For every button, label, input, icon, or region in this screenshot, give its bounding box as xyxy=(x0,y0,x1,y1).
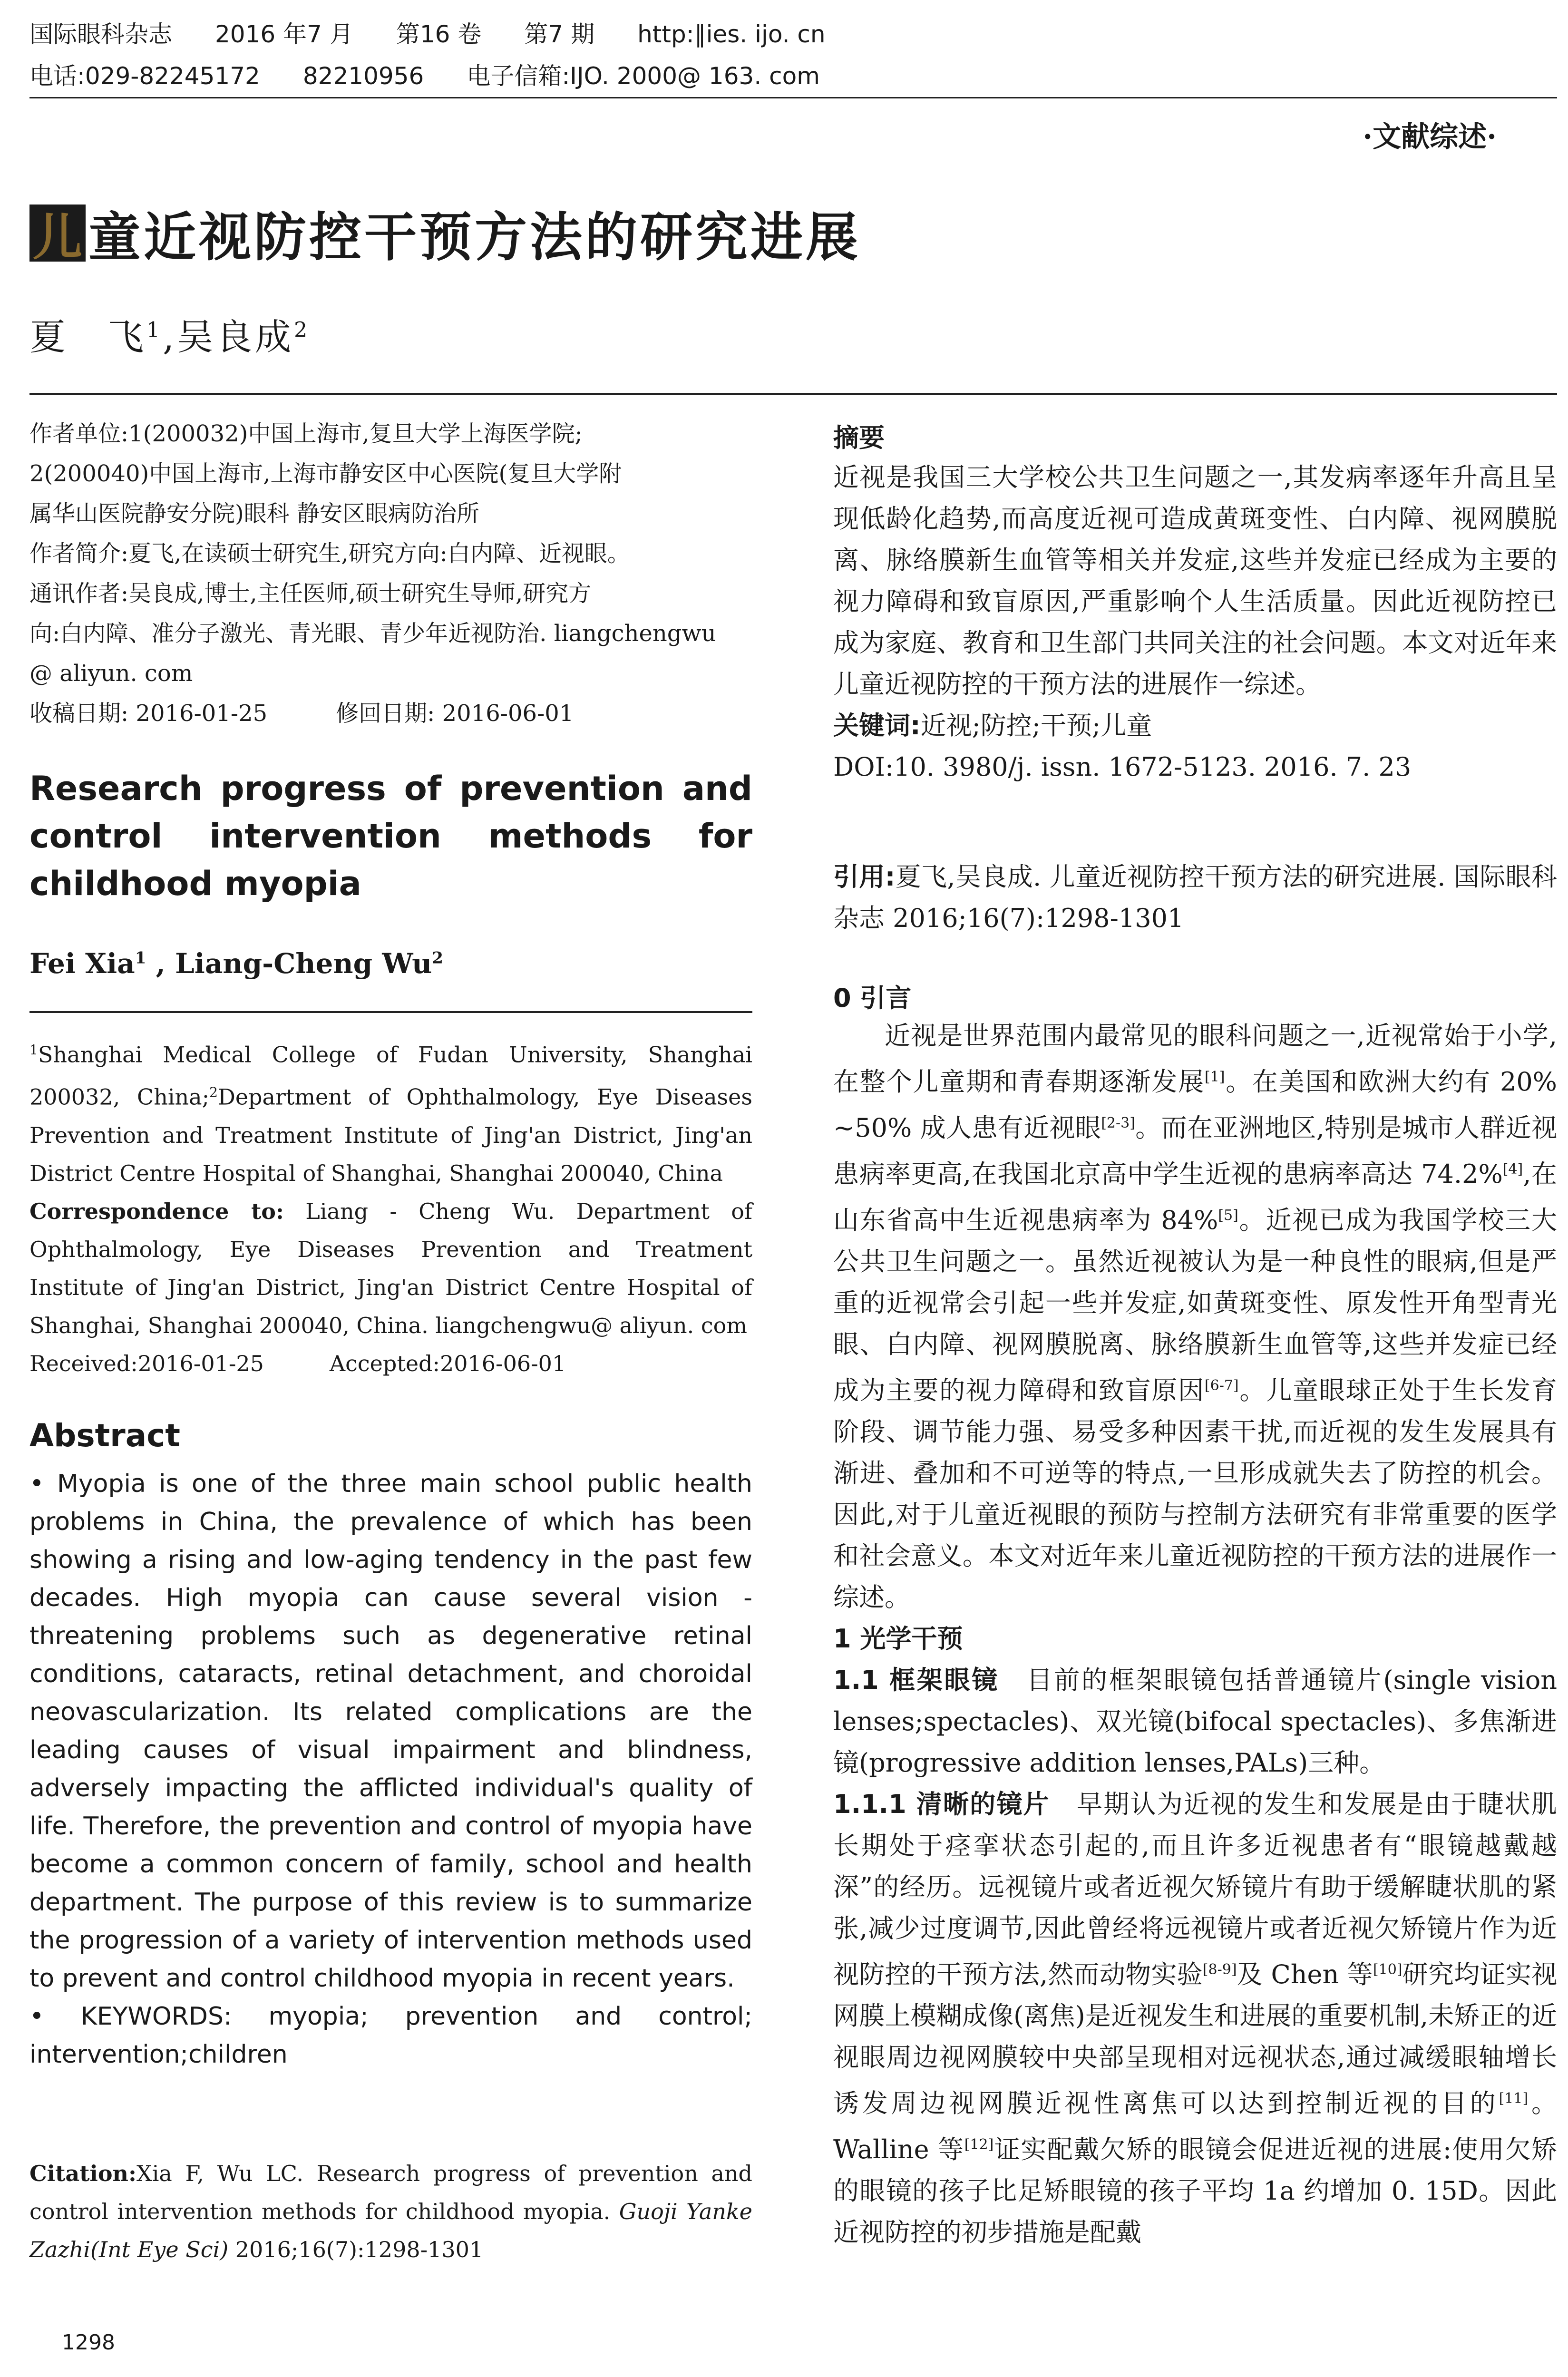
citation-en xyxy=(29,2154,752,2269)
info-line: 收稿日期: 2016-01-25 修回日期: 2016-06-01 xyxy=(29,700,574,727)
citation-cn xyxy=(833,856,1557,939)
volume: 第16 卷 xyxy=(396,20,482,48)
aff-sup-2: 2 xyxy=(209,1084,218,1101)
section-1-1-heading: 1.1 框架眼镜 xyxy=(833,1665,999,1695)
en-author-sep: , xyxy=(146,947,175,980)
citation-cn-text: 夏飞,吴良成. 儿童近视防控干预方法的研究进展. 国际眼科杂志 2016;16(7):1298-1301 xyxy=(833,862,1557,933)
author-sep: , xyxy=(163,316,177,358)
intro-text-f: 。儿童眼球正处于生长发育阶段、调节能力强、易受多种因素干扰,而近视的发生发展具有渐进、叠加和不可逆等的特点,一旦形成就失去了防控的机会。因此,对于儿童近视眼的预防与控制方法研究有非常重要的医学和社会意义。本文对近年来儿童近视防控的干预方法的进展作一综述。 xyxy=(833,1375,1558,1612)
doi[interactable]: DOI:10. 3980/j. issn. 1672-5123. 2016. 7. 23 xyxy=(833,752,1412,782)
intro-paragraph xyxy=(833,1015,1557,1618)
citation-tail: 2016;16(7):1298-1301 xyxy=(228,2237,484,2262)
info-line: 2(200040)中国上海市,上海市静安区中心医院(复旦大学附 xyxy=(29,460,622,487)
issue: 第7 期 xyxy=(524,20,595,48)
abstract-cn-block xyxy=(833,457,1557,788)
info-line: 作者单位:1(200032)中国上海市,复旦大学上海医学院; xyxy=(29,420,583,447)
email[interactable]: 电子信箱:IJO. 2000@ 163. com xyxy=(467,62,820,90)
section-1-1-1 xyxy=(833,1783,1557,2253)
en-author-2-sup: 2 xyxy=(432,948,443,968)
aff-1: Shanghai Medical College of Fudan University, Shanghai 200032, China; xyxy=(29,1042,752,1110)
english-title: Research progress of prevention and control intervention methods for childhood myopia xyxy=(29,769,752,903)
section-1-1-text: 目前的框架眼镜包括普通镜片(single vision lenses;spectacles)、双光镜(bifocal spectacles)、多焦渐进镜(progressive addition lenses,PALs)三种。 xyxy=(833,1665,1557,1778)
info-line: 通讯作者:吴良成,博士,主任医师,硕士研究生导师,研究方 xyxy=(29,580,592,607)
phone2: 82210956 xyxy=(302,62,424,90)
section-1-heading: 1 光学干预 xyxy=(833,1624,963,1654)
ref-marker[interactable]: [10] xyxy=(1373,1961,1402,1978)
section-1-1 xyxy=(833,1659,1557,1783)
keywords-cn-label: 关键词: xyxy=(833,711,921,740)
keywords-cn xyxy=(833,705,1557,746)
section-tag: ·文献综述· xyxy=(1363,120,1497,154)
ref-marker[interactable]: [5] xyxy=(1218,1207,1238,1224)
info-line: 向:白内障、准分子激光、青光眼、青少年近视防治. liangchengwu xyxy=(29,620,716,647)
author-1-cn: 夏 飞 xyxy=(29,316,146,358)
abstract-heading: Abstract xyxy=(29,1417,180,1454)
english-authors xyxy=(29,947,752,980)
author-1-sup: 1 xyxy=(146,318,163,342)
abstract-cn-text: 近视是我国三大学校公共卫生问题之一,其发病率逐年升高且呈现低龄化趋势,而高度近视可造成黄斑变性、白内障、视网膜脱离、脉络膜新生血管等相关并发症,这些并发症已经成为主要的视力障碍和致盲原因,严重影响个人生活质量。因此近视防控已成为家庭、教育和卫生部门共同关注的社会问题。本文对近年来儿童近视防控的干预方法的进展作一综述。 xyxy=(833,462,1557,699)
intro-text-c: 。而在亚洲地区,特别是城市人群近视患病率更高,在我国北京高中学生近视的患病率高达 74.2% xyxy=(833,1113,1557,1189)
citation-journal: Guoji Yanke Zazhi(Int Eye Sci) xyxy=(29,2199,752,2262)
ref-marker[interactable]: [8-9] xyxy=(1202,1961,1237,1978)
citation-cn-label: 引用: xyxy=(833,862,896,892)
s111-text-b: 及 Chen 等 xyxy=(1237,1959,1373,1989)
journal-name: 国际眼科杂志 xyxy=(29,20,172,48)
aff-sup-1: 1 xyxy=(29,1042,38,1058)
affiliation-block xyxy=(29,1031,752,1383)
ref-marker[interactable]: [2-3] xyxy=(1101,1115,1135,1131)
keywords-en: • KEYWORDS: myopia; prevention and control; intervention;children xyxy=(29,2002,752,2069)
ref-marker[interactable]: [1] xyxy=(1204,1069,1225,1085)
s111-text-a: 早期认为近视的发生和发展是由于睫状肌长期处于痉挛状态引起的,而且许多近视患者有“眼镜越戴越深”的经历。远视镜片或者近视欠矫镜片有助于缓解睫状肌的紧张,减少过度调节,因此曾经将远视镜片或者近视欠矫镜片作为近视防控的干预方法,然而动物实验 xyxy=(833,1789,1558,1989)
aff-2: Department of Ophthalmology, Eye Diseases Prevention and Treatment Institute of Jing'an District, Jing'an District Centre Hospital of Shanghai, Shanghai 200040, China xyxy=(29,1084,752,1186)
s111-text-d: 。Walline 等 xyxy=(833,2088,1558,2164)
phone: 电话:029-82245172 xyxy=(29,62,260,90)
abstract-cn-heading: 摘要 xyxy=(833,423,885,453)
abstract-body xyxy=(29,1465,752,2074)
header-rule xyxy=(29,97,1557,98)
ref-marker[interactable]: [11] xyxy=(1499,2090,1529,2107)
intro-text-d: ,在山东省高中生近视患病率为 84% xyxy=(833,1159,1557,1235)
ref-marker[interactable]: [4] xyxy=(1502,1161,1523,1178)
citation-label: Citation: xyxy=(29,2161,136,2186)
running-header-line2 xyxy=(29,61,863,91)
correspondence-label: Correspondence to: xyxy=(29,1198,284,1224)
received-dates: Received:2016-01-25 Accepted:2016-06-01 xyxy=(29,1350,566,1376)
author-info-cn xyxy=(29,414,752,733)
intro-text-a: 近视是世界范围内最常见的眼科问题之一,近视常始于小学,在整个儿童期和青春期逐渐发展 xyxy=(833,1021,1557,1097)
en-author-1-sup: 1 xyxy=(135,948,146,968)
title-drop-char: 儿 xyxy=(29,205,86,262)
en-author-2: Liang-Cheng Wu xyxy=(175,947,432,980)
ref-marker[interactable]: [6-7] xyxy=(1204,1377,1239,1394)
journal-url[interactable]: http:∥ies. ijo. cn xyxy=(637,20,826,48)
author-2-cn: 吴良成 xyxy=(177,316,294,358)
running-header-line1 xyxy=(29,19,868,49)
issue-date: 2016 年7 月 xyxy=(215,20,353,48)
author-2-sup: 2 xyxy=(294,318,311,342)
keywords-cn-text: 近视;防控;干预;儿童 xyxy=(920,711,1152,740)
authors-cn xyxy=(29,308,310,360)
title-rule xyxy=(29,393,1557,395)
intro-heading: 0 引言 xyxy=(833,983,912,1013)
citation-text: Xia F, Wu LC. Research progress of prevention and control intervention methods for childhood myopia. xyxy=(29,2161,752,2224)
intro-text-b: 。在美国和欧洲大约有 20% ~50% 成人患有近视眼 xyxy=(833,1067,1557,1143)
title-text: 童近视防控干预方法的研究进展 xyxy=(88,207,861,268)
s111-text-c: 研究均证实视网膜上模糊成像(离焦)是近视发生和进展的重要机制,未矫正的近视眼周边视网膜较中央部呈现相对远视状态,通过减缓眼轴增长诱发周边视网膜近视性离焦可以达到控制近视的目的 xyxy=(833,1959,1557,2118)
s111-text-e: 证实配戴欠矫的眼镜会促进近视的进展:使用欠矫的眼镜的孩子比足矫眼镜的孩子平均 1a 约增加 0. 15D。因此近视防控的初步措施是配戴 xyxy=(833,2134,1557,2247)
en-author-1: Fei Xia xyxy=(29,947,135,980)
info-line: 属华山医院静安分院)眼科 静安区眼病防治所 xyxy=(29,500,479,527)
page-number: 1298 xyxy=(62,2330,115,2355)
info-line: @ aliyun. com xyxy=(29,660,193,687)
section-1-1-1-heading: 1.1.1 清晰的镜片 xyxy=(833,1789,1050,1819)
abstract-text: • Myopia is one of the three main school public health problems in China, the prevalence of which has been showing a rising and low-aging tendency in the past few decades. High myopia can cause several vision - threatening problems such as degenerative retinal conditions, cataracts, retinal detachment, and choroidal neovascularization. Its related complications are the leading causes of visual impairment and blindness, adversely impacting the afflicted individual's quality of life. Therefore, the prevention and control of myopia have become a common concern of family, school and health department. The purpose of this review is to summarize the progression of a variety of intervention methods used to prevent and control childhood myopia in recent years. xyxy=(29,1470,752,1993)
ref-marker[interactable]: [12] xyxy=(964,2136,994,2153)
article-title xyxy=(29,200,861,266)
correspondence-text: Liang - Cheng Wu. Department of Ophthalmology, Eye Diseases Prevention and Treatment Institute of Jing'an District, Jing'an District Centre Hospital of Shanghai, Shanghai 200040, China. liangchengwu@ aliyun. com xyxy=(29,1198,753,1338)
english-authors-rule xyxy=(29,1011,752,1013)
info-line: 作者简介:夏飞,在读硕士研究生,研究方向:白内障、近视眼。 xyxy=(29,540,630,567)
intro-text-e: 。近视已成为我国学校三大公共卫生问题之一。虽然近视被认为是一种良性的眼病,但是严重的近视常会引起一些并发症,如黄斑变性、原发性开角型青光眼、白内障、视网膜脱离、脉络膜新生血管等,这些并发症已经成为主要的视力障碍和致盲原因 xyxy=(833,1205,1558,1405)
intro-body xyxy=(833,1015,1557,2253)
